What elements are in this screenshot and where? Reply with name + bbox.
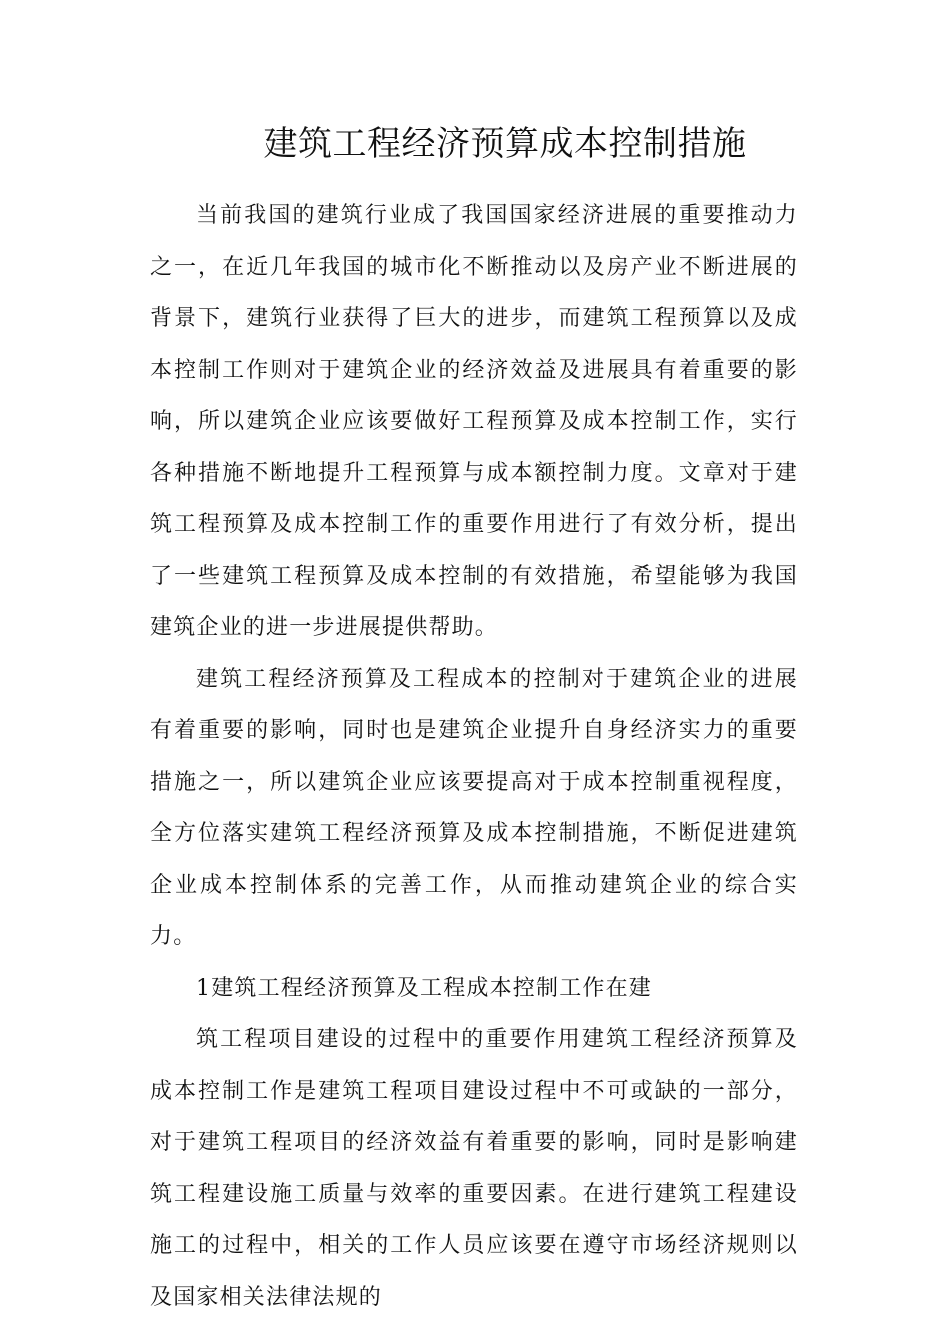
- paragraph-intro: 当前我国的建筑行业成了我国国家经济进展的重要推动力之一，在近几年我国的城市化不断推动以及房产业不断进展的背景下，建筑行业获得了巨大的进步，而建筑工程预算以及成本控制工作则对于建筑企业的经济效益及进展具有着重要的影响，所以建筑企业应该要做好工程预算及成本控制工作，实行各种措施不断地提升工程预算与成本额控制力度。文章对于建筑工程预算及成本控制工作的重要作用进行了有效分析，提出了一些建筑工程预算及成本控制的有效措施，希望能够为我国建筑企业的进一步进展提供帮助。: [150, 203, 798, 640]
- section-heading-1: 1建筑工程经济预算及工程成本控制工作在建: [196, 975, 652, 1001]
- paragraph-role: 筑工程项目建设的过程中的重要作用建筑工程经济预算及成本控制工作是建筑工程项目建设过程中不可或缺的一部分，对于建筑工程项目的经济效益有着重要的影响，同时是影响建筑工程建设施工质量与效率的重要因素。在进行建筑工程建设施工的过程中，相关的工作人员应该要在遵守市场经济规则以及国家相关法律法规的: [150, 1027, 798, 1310]
- document-body: [150, 190, 798, 1323]
- document-title: 建筑工程经济预算成本控制措施: [263, 124, 747, 164]
- paragraph-importance: 建筑工程经济预算及工程成本的控制对于建筑企业的进展有着重要的影响，同时也是建筑企业提升自身经济实力的重要措施之一，所以建筑企业应该要提高对于成本控制重视程度，全方位落实建筑工程经济预算及成本控制措施，不断促进建筑企业成本控制体系的完善工作，从而推动建筑企业的综合实力。: [150, 666, 798, 949]
